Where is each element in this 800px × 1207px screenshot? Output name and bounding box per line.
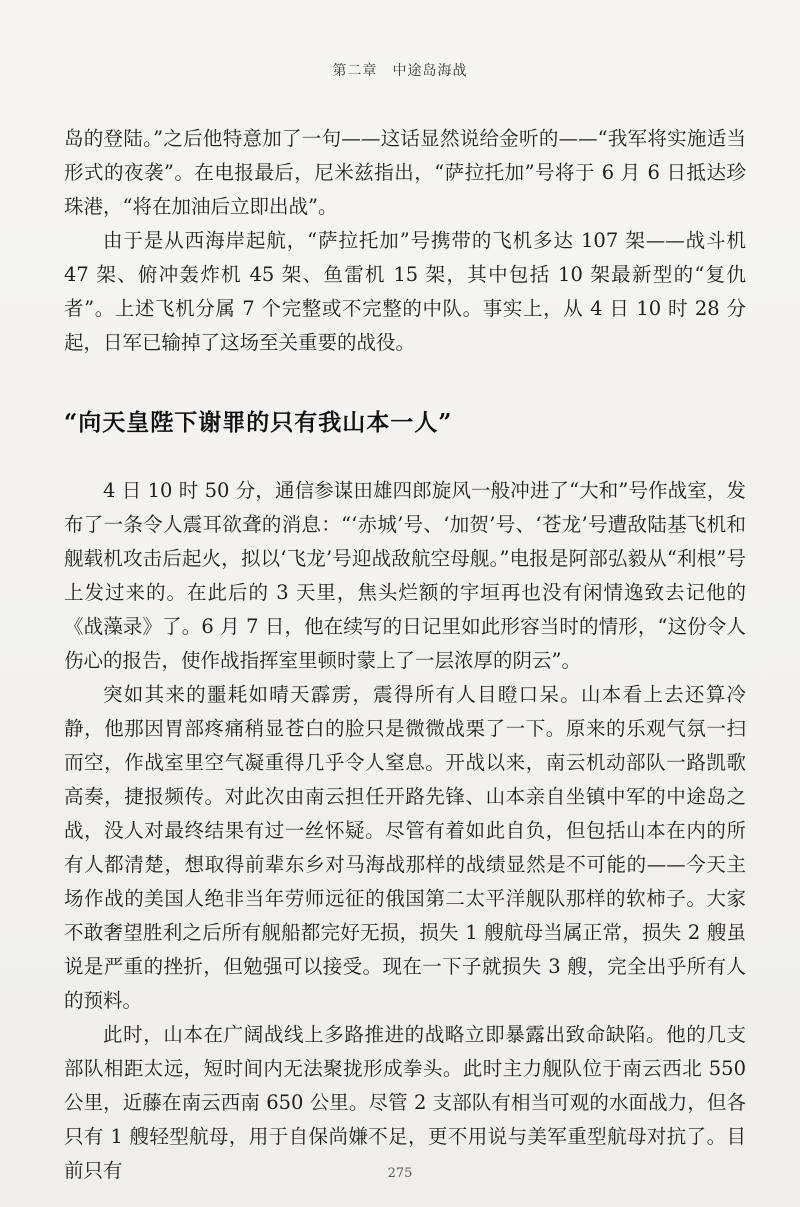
paragraph: 岛的登陆。”之后他特意加了一句——这话显然说给金听的——“我军将实施适当形式的夜袭”。在电报最后，尼米兹指出，“萨拉托加”号将于 6 月 6 日抵达珍珠港，“将在加油后立即出战”。 (64, 127, 746, 218)
section-heading: “向天皇陛下谢罪的只有我山本一人” (64, 409, 453, 436)
paragraph: 4 日 10 时 50 分，通信参谋田雄四郎旋风一般冲进了“大和”号作战室，发布了一条令人震耳欲聋的消息：“‘赤城’号、‘加贺’号、‘苍龙’号遭敌陆基飞机和舰载机攻击后起火，拟以‘飞龙’号迎战敌航空母舰。”电报是阿部弘毅从“利根”号上发过来的。在此后的 3 天里，焦头烂额的宇垣再也没有闲情逸致去记他的《战藻录》了。6 月 7 日，他在续写的日记里如此形容当时的情形，“这份令人伤心的报告，使作战指挥室里顿时蒙上了一层浓厚的阴云”。 (64, 479, 746, 672)
running-head: 第二章 中途岛海战 (332, 63, 468, 79)
paragraph: 突如其来的噩耗如晴天霹雳，震得所有人目瞪口呆。山本看上去还算冷静，他那因胃部疼痛稍显苍白的脸只是微微战栗了一下。原来的乐观气氛一扫而空，作战室里空气凝重得几乎令人窒息。开战以来，南云机动部队一路凯歌高奏，捷报频传。对此次由南云担任开路先锋、山本亲自坐镇中军的中途岛之战，没人对最终结果有过一丝怀疑。尽管有着如此自负，但包括山本在内的所有人都清楚，想取得前辈东乡对马海战那样的战绩显然是不可能的——今天主场作战的美国人绝非当年劳师远征的俄国第二太平洋舰队那样的软柿子。大家不敢奢望胜利之后所有舰船都完好无损，损失 1 艘航母当属正常，损失 2 艘虽说是严重的挫折，但勉强可以接受。现在一下子就损失 3 艘，完全出乎所有人的预料。 (64, 683, 746, 1012)
paragraph: 此时，山本在广阔战线上多路推进的战略立即暴露出致命缺陷。他的几支部队相距太远，短时间内无法聚拢形成拳头。此时主力舰队位于南云西北 550 公里，近藤在南云西南 650 公里。尽管 2 支部队有相当可观的水面战力，但各只有 1 艘轻型航母，用于自保尚嫌不足，更不用说与美军重型航母对抗了。目前只有 (64, 1023, 746, 1182)
text-block-before-heading (64, 122, 746, 360)
page-number: 275 (387, 1166, 413, 1181)
text-block-after-heading (64, 474, 746, 1188)
paragraph: 由于是从西海岸起航，“萨拉托加”号携带的飞机多达 107 架——战斗机 47 架、俯冲轰炸机 45 架、鱼雷机 15 架，其中包括 10 架最新型的“复仇者”。上述飞机分属 7 个完整或不完整的中队。事实上，从 4 日 10 时 28 分起，日军已输掉了这场至关重要的战役。 (64, 229, 746, 354)
